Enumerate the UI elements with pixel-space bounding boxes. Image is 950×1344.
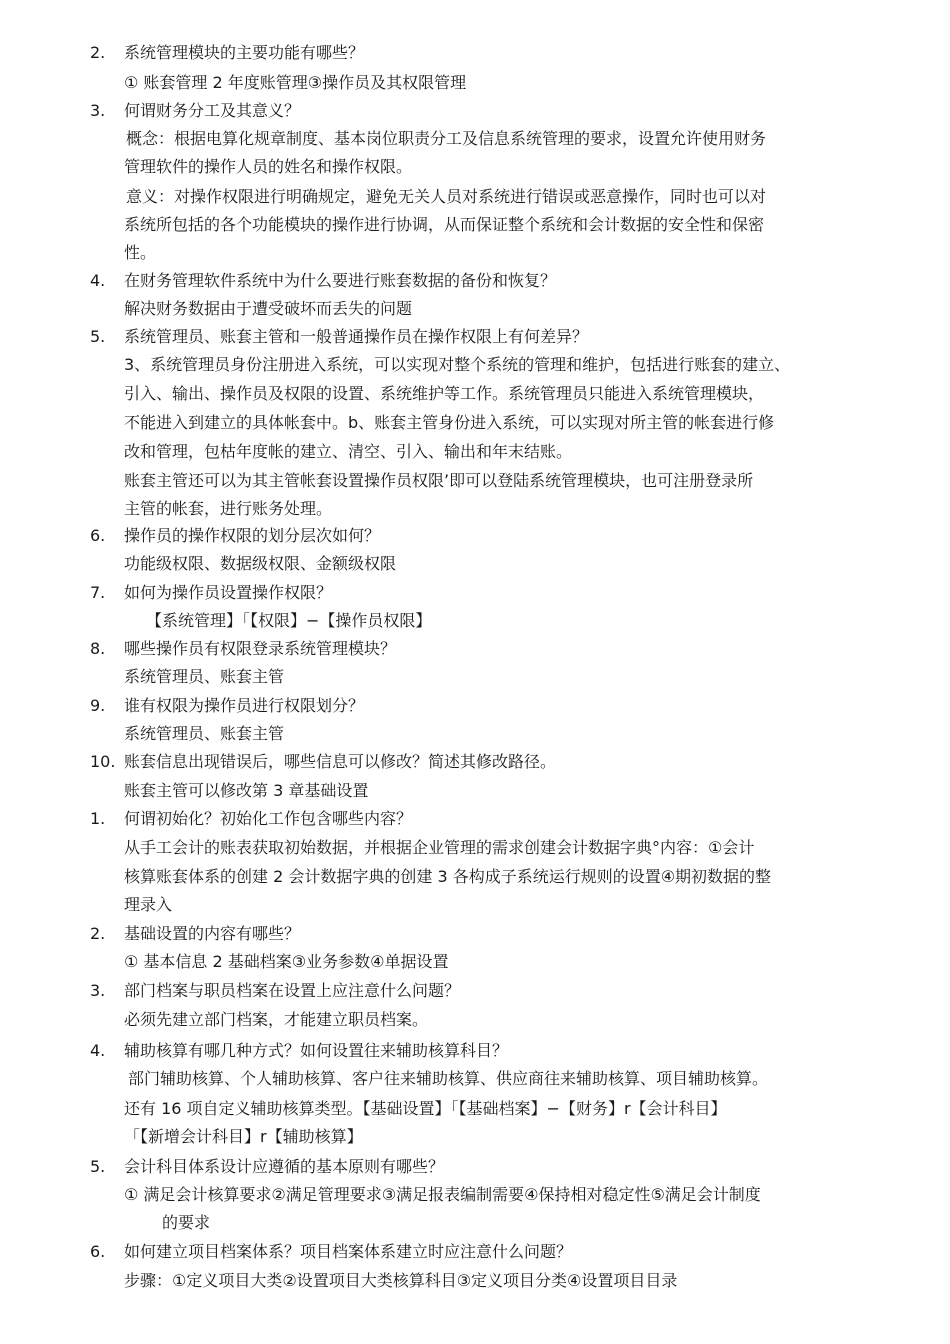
answer-line: 系统管理员、账套主管: [124, 667, 285, 686]
question-text: 辅助核算有哪几种方式？如何设置往来辅助核算科目？: [124, 1041, 509, 1060]
question-number: 3.: [90, 981, 106, 1000]
answer-line: 必须先建立部门档案，才能建立职员档案。: [124, 1010, 429, 1029]
question-text: 系统管理模块的主要功能有哪些？: [124, 43, 365, 62]
answer-line: 概念：根据电算化规章制度、基本岗位职责分工及信息系统管理的要求，设置允许使用财务: [126, 129, 767, 148]
question-text: 系统管理员、账套主管和一般普通操作员在操作权限上有何差异？: [124, 327, 589, 346]
answer-line: 不能进入到建立的具体帐套中。b、账套主管身份进入系统，可以实现对所主管的帐套进行修: [124, 413, 775, 432]
question-text: 何谓初始化？初始化工作包含哪些内容？: [124, 809, 413, 828]
question-number: 4.: [90, 1041, 106, 1060]
answer-line: ① 基本信息 2 基础档案③业务参数④单据设置: [124, 952, 449, 971]
answer-line: 主管的帐套，进行账务处理。: [124, 499, 333, 518]
question-number: 6.: [90, 1242, 106, 1261]
answer-line: 【系统管理】「【权限】−【操作员权限】: [146, 611, 432, 630]
answer-line: 解决财务数据由于遭受破坏而丢失的问题: [124, 299, 413, 318]
question-number: 5.: [90, 1157, 106, 1176]
question-number: 9.: [90, 696, 106, 715]
answer-line: 步骤：①定义项目大类②设置项目大类核算科目③定义项目分类④设置项目目录: [124, 1271, 678, 1290]
question-text: 如何建立项目档案体系？项目档案体系建立时应注意什么问题？: [124, 1242, 573, 1261]
question-text: 在财务管理软件系统中为什么要进行账套数据的备份和恢复？: [124, 271, 557, 290]
question-number: 1.: [90, 809, 106, 828]
answer-line: 核算账套体系的创建 2 会计数据字典的创建 3 各构成子系统运行规则的设置④期初数据的整: [124, 867, 772, 886]
answer-line: 系统所包括的各个功能模块的操作进行协调，从而保证整个系统和会计数据的安全性和保密: [124, 215, 765, 234]
answer-line: 还有 16 项自定义辅助核算类型。【基础设置】「【基础档案】−【财务】r【会计科目】: [124, 1099, 727, 1118]
question-text: 如何为操作员设置操作权限？: [124, 583, 333, 602]
answer-line: 理录入: [124, 895, 173, 914]
question-text: 操作员的操作权限的划分层次如何？: [124, 526, 381, 545]
question-number: 7.: [90, 583, 106, 602]
question-number: 8.: [90, 639, 106, 658]
answer-line: 意义：对操作权限进行明确规定，避免无关人员对系统进行错误或恶意操作，同时也可以对: [126, 187, 767, 206]
answer-line: 性。: [124, 243, 157, 262]
question-text: 会计科目体系设计应遵循的基本原则有哪些？: [124, 1157, 445, 1176]
question-text: 哪些操作员有权限登录系统管理模块？: [124, 639, 397, 658]
question-number: 5.: [90, 327, 106, 346]
question-number: 2.: [90, 43, 106, 62]
question-text: 基础设置的内容有哪些？: [124, 924, 301, 943]
answer-line: 引入、输出、操作员及权限的设置、系统维护等工作。系统管理员只能进入系统管理模块，: [124, 384, 765, 403]
question-text: 账套信息出现错误后，哪些信息可以修改？简述其修改路径。: [124, 752, 557, 771]
answer-line: 部门辅助核算、个人辅助核算、客户往来辅助核算、供应商往来辅助核算、项目辅助核算。: [128, 1069, 769, 1088]
answer-line: ① 账套管理 2 年度账管理③操作员及其权限管理: [124, 73, 467, 92]
question-number: 4.: [90, 271, 106, 290]
answer-line: 账套主管还可以为其主管帐套设置操作员权限’即可以登陆系统管理模块，也可注册登录所: [124, 471, 754, 490]
answer-line: 的要求: [162, 1213, 211, 1232]
question-number: 10.: [90, 752, 116, 771]
question-text: 部门档案与职员档案在设置上应注意什么问题？: [124, 981, 461, 1000]
question-text: 何谓财务分工及其意义？: [124, 101, 301, 120]
answer-line: 账套主管可以修改第 3 章基础设置: [124, 781, 369, 800]
question-number: 3.: [90, 101, 106, 120]
answer-line: 从手工会计的账表获取初始数据，并根据企业管理的需求创建会计数据字典°内容：①会计: [124, 838, 755, 857]
answer-line: 改和管理，包枯年度帐的建立、清空、引入、输出和年末结账。: [124, 442, 573, 461]
answer-line: 系统管理员、账套主管: [124, 724, 285, 743]
answer-line: ① 满足会计核算要求②满足管理要求③满足报表编制需要④保持相对稳定性⑤满足会计制度: [124, 1185, 761, 1204]
answer-line: 管理软件的操作人员的姓名和操作权限。: [124, 157, 413, 176]
answer-line: 「【新增会计科目】r【辅助核算】: [124, 1127, 363, 1146]
answer-line: 功能级权限、数据级权限、金额级权限: [124, 554, 397, 573]
question-number: 6.: [90, 526, 106, 545]
question-number: 2.: [90, 924, 106, 943]
question-text: 谁有权限为操作员进行权限划分？: [124, 696, 365, 715]
answer-line: 3、系统管理员身份注册进入系统，可以实现对整个系统的管理和维护，包括进行账套的建立、: [124, 355, 791, 374]
